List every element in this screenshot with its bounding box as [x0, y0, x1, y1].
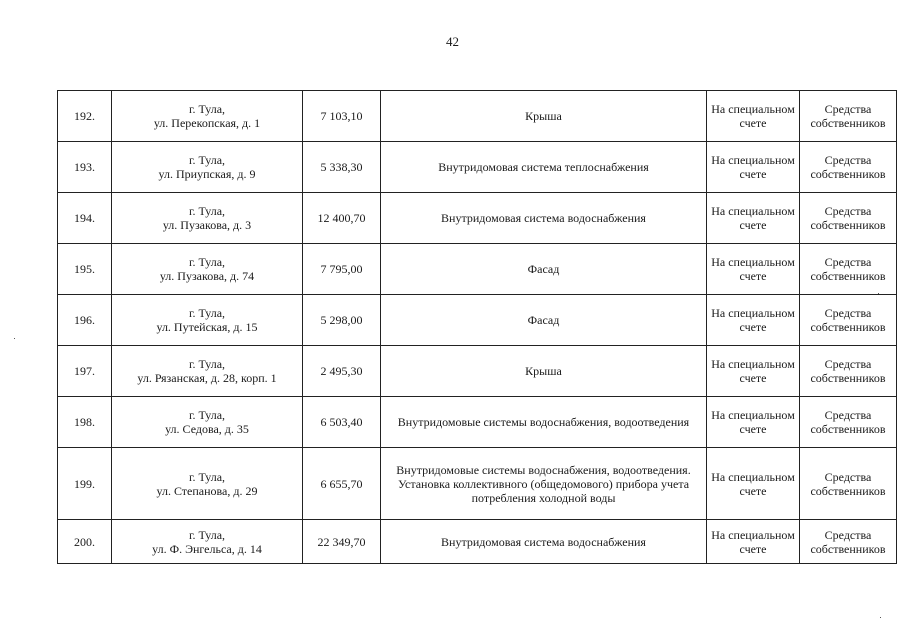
row-number: 196. [58, 295, 112, 346]
address-cell [112, 193, 303, 244]
table-row [58, 295, 897, 346]
funding-method-cell: На специальном счете [707, 295, 800, 346]
table-row [58, 244, 897, 295]
funding-method-cell: На специальном счете [707, 520, 800, 564]
funding-method-cell: На специальном счете [707, 193, 800, 244]
row-number: 200. [58, 520, 112, 564]
address-city: г. Тула, [188, 527, 226, 542]
funding-source-cell: Средства собственников [800, 397, 897, 448]
row-number: 193. [58, 142, 112, 193]
funding-method-cell: На специальном счете [707, 346, 800, 397]
address-cell [112, 142, 303, 193]
work-type-cell: Внутридомовые системы водоснабжения, водоотведения [381, 397, 707, 448]
funding-source-cell: Средства собственников [800, 520, 897, 564]
area-cell: 6 503,40 [303, 397, 381, 448]
area-cell: 22 349,70 [303, 520, 381, 564]
area-cell: 2 495,30 [303, 346, 381, 397]
funding-source-cell: Средства собственников [800, 142, 897, 193]
scan-speck [14, 338, 15, 339]
area-cell: 7 795,00 [303, 244, 381, 295]
row-number: 195. [58, 244, 112, 295]
address-city: г. Тула, [188, 357, 226, 371]
address-city: г. Тула, [188, 255, 226, 269]
table-row [58, 193, 897, 244]
funding-method-cell: На специальном счете [707, 91, 800, 142]
address-street: ул. Приупская, д. 9 [158, 167, 256, 181]
funding-method-cell: На специальном счете [707, 448, 800, 520]
funding-method-cell: На специальном счете [707, 142, 800, 193]
work-type-cell: Внутридомовые системы водоснабжения, водоотведения. Установка коллективного (общедомового) прибора учета потребления холодной воды [381, 448, 707, 520]
area-cell: 5 338,30 [303, 142, 381, 193]
address-city: г. Тула, [188, 469, 226, 484]
address-city: г. Тула, [188, 408, 226, 422]
funding-source-cell: Средства собственников [800, 448, 897, 520]
scan-speck [880, 617, 881, 618]
area-cell: 5 298,00 [303, 295, 381, 346]
row-number: 192. [58, 91, 112, 142]
area-cell: 12 400,70 [303, 193, 381, 244]
funding-source-cell: Средства собственников [800, 91, 897, 142]
address-street: ул. Седова, д. 35 [165, 422, 249, 436]
row-number: 198. [58, 397, 112, 448]
table-row [58, 91, 897, 142]
address-cell [112, 520, 303, 564]
address-city: г. Тула, [188, 204, 226, 218]
work-type-cell: Крыша [381, 346, 707, 397]
address-cell [112, 397, 303, 448]
address-street: ул. Рязанская, д. 28, корп. 1 [137, 371, 277, 385]
table-row [58, 520, 897, 564]
address-street: ул. Степанова, д. 29 [156, 483, 258, 498]
funding-source-cell: Средства собственников [800, 193, 897, 244]
table-row [58, 397, 897, 448]
address-cell [112, 448, 303, 520]
table-row [58, 142, 897, 193]
row-number: 199. [58, 448, 112, 520]
work-type-cell: Внутридомовая система водоснабжения [381, 520, 707, 564]
address-street: ул. Пузакова, д. 74 [159, 269, 255, 283]
funding-source-cell: Средства собственников [800, 346, 897, 397]
funding-method-cell: На специальном счете [707, 244, 800, 295]
address-street: ул. Пузакова, д. 3 [162, 218, 252, 232]
area-cell: 6 655,70 [303, 448, 381, 520]
table-row [58, 346, 897, 397]
work-type-cell: Крыша [381, 91, 707, 142]
address-city: г. Тула, [188, 102, 226, 116]
funding-source-cell: Средства собственников [800, 244, 897, 295]
address-cell [112, 295, 303, 346]
scan-speck [878, 293, 879, 294]
table-row [58, 448, 897, 520]
address-street: ул. Ф. Энгельса, д. 14 [152, 541, 262, 556]
funding-method-cell: На специальном счете [707, 397, 800, 448]
address-cell [112, 244, 303, 295]
funding-source-cell: Средства собственников [800, 295, 897, 346]
address-street: ул. Перекопская, д. 1 [153, 116, 261, 130]
row-number: 194. [58, 193, 112, 244]
row-number: 197. [58, 346, 112, 397]
work-type-cell: Фасад [381, 244, 707, 295]
address-street: ул. Путейская, д. 15 [156, 320, 258, 334]
address-city: г. Тула, [188, 306, 226, 320]
work-type-cell: Внутридомовая система теплоснабжения [381, 142, 707, 193]
page-number: 42 [446, 34, 459, 49]
area-cell: 7 103,10 [303, 91, 381, 142]
address-cell [112, 346, 303, 397]
address-city: г. Тула, [188, 153, 226, 167]
work-type-cell: Внутридомовая система водоснабжения [381, 193, 707, 244]
work-type-cell: Фасад [381, 295, 707, 346]
registry-table [57, 90, 897, 564]
address-cell [112, 91, 303, 142]
